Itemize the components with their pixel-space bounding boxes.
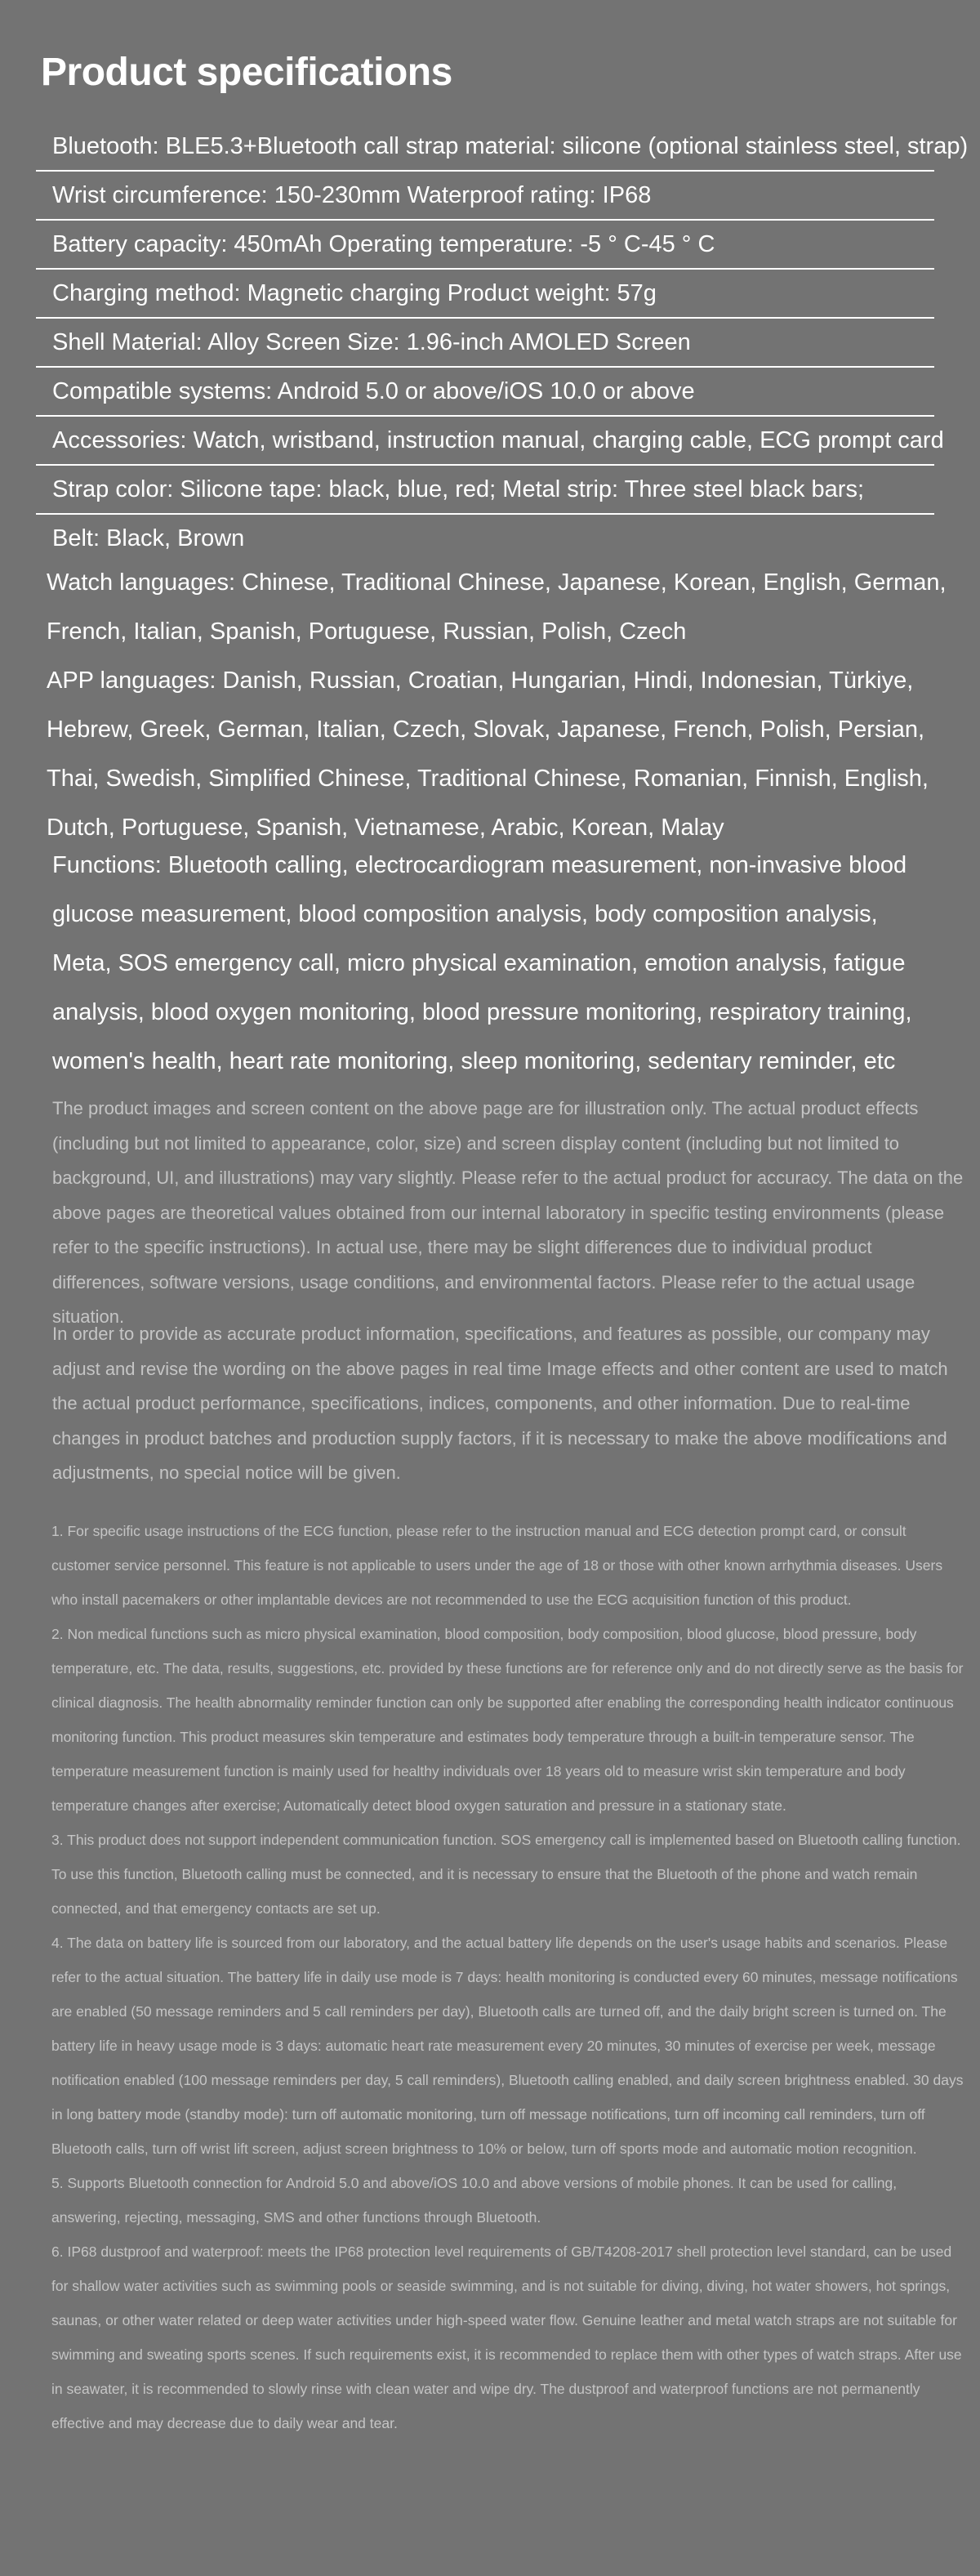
spec-row-charging: Charging method: Magnetic charging Product weight: 57g [36,270,934,319]
page-title: Product specifications [41,51,452,94]
footnote-ecg: 1. For specific usage instructions of the ECG function, please refer to the instruction manual and ECG detection prompt card, or consult customer service personnel. This feature is not applicable to users under the age of 18 or those with other known arrhythmia diseases. Users who install pacemakers or other implantable devices are not recommended to use the ECG acquisition function of this product. [51,1523,943,1608]
spec-row-belt: Belt: Black, Brown [52,525,245,551]
footnotes [51,1514,968,2440]
spec-row-shell-screen: Shell Material: Alloy Screen Size: 1.96-inch AMOLED Screen [36,319,934,368]
footnote-battery-life: 4. The data on battery life is sourced from our laboratory, and the actual battery life depends on the user's usage habits and scenarios. Please refer to the actual situation. The battery life in daily use mode is 7 days: health monitoring is conducted every 60 minutes, message notifications are enabled (50 message reminders and 5 call reminders per day), Bluetooth calls are turned off, and the daily bright screen is turned on. The battery life in heavy usage mode is 3 days: automatic heart rate measurement every 20 minutes, 30 minutes of exercise per week, message notification enabled (100 message reminders per day, 5 call reminders), Bluetooth calling enabled, and daily screen brightness enabled. 30 days in long battery mode (standby mode): turn off automatic monitoring, turn off message notifications, turn off incoming call reminders, turn off Bluetooth calls, turn off wrist lift screen, adjust screen brightness to 10% or below, turn off sports mode and automatic motion recognition. [51,1935,964,2157]
watch-languages: Watch languages: Chinese, Traditional Chinese, Japanese, Korean, English, German, French, Italian, Spanish, Portuguese, Russian, Polish, Czech [47,569,947,645]
footnote-sos: 3. This product does not support independent communication function. SOS emergency call is implemented based on Bluetooth calling function. To use this function, Bluetooth calling must be connected, and it is necessary to ensure that the Bluetooth of the phone and watch remain connected, and that emergency contacts are set up. [51,1832,961,1917]
functions-list: Functions: Bluetooth calling, electrocardiogram measurement, non-invasive blood glucose measurement, blood composition analysis, body composition analysis, Meta, SOS emergency call, micro physical examination, emotion analysis, fatigue analysis, blood oxygen monitoring, blood pressure monitoring, respiratory training, women's health, heart rate monitoring, sleep monitoring, sedentary reminder, etc [52,852,912,1074]
footnote-ip68: 6. IP68 dustproof and waterproof: meets the IP68 protection level requirements of GB/T4208-2017 shell protection level standard, can be used for shallow water activities such as swimming pools or seaside swimming, and is not suitable for diving, diving, hot water showers, hot springs, saunas, or other water related or deep water activities under high-speed water flow. Genuine leather and metal watch straps are not suitable for swimming and sweating sports scenes. If such requirements exist, it is recommended to replace them with other types of watch straps. After use in seawater, it is recommended to slowly rinse with clean water and wipe dry. The dustproof and waterproof functions are not permanently effective and may decrease due to daily wear and tear. [51,2243,962,2431]
spec-table [36,123,969,564]
spec-row-accessories: Accessories: Watch, wristband, instruction manual, charging cable, ECG prompt card [36,417,934,466]
disclaimer-adjustments: In order to provide as accurate product information, specifications, and features as possible, our company may adjust and revise the wording on the above pages in real time Image effects and other content are used to match the actual product performance, specifications, indices, components, and other information. Due to real-time changes in product batches and production supply factors, if it is necessary to make the above modifications and adjustments, no special notice will be given. [52,1324,948,1483]
spec-row-battery: Battery capacity: 450mAh Operating temperature: -5 ° C-45 ° C [36,221,934,270]
spec-row-strap-color: Strap color: Silicone tape: black, blue, red; Metal strip: Three steel black bars; [36,466,934,515]
spec-row-bluetooth: Bluetooth: BLE5.3+Bluetooth call strap material: silicone (optional stainless steel, strap) [36,123,934,172]
disclaimer-illustration: The product images and screen content on the above page are for illustration only. The actual product effects (including but not limited to appearance, color, size) and screen display content (including but not limited to background, UI, and illustrations) may vary slightly. Please refer to the actual product for accuracy. The data on the above pages are theoretical values obtained from our internal laboratory in specific testing environments (please refer to the specific instructions). In actual use, there may be slight differences due to individual product differences, software versions, usage conditions, and environmental factors. Please refer to the actual usage situation. [52,1098,964,1327]
footnote-non-medical: 2. Non medical functions such as micro physical examination, blood composition, body composition, blood glucose, blood pressure, body temperature, etc. The data, results, suggestions, etc. provided by these functions are for reference only and do not directly serve as the basis for clinical diagnosis. The health abnormality reminder function can only be supported after enabling the corresponding health indicator continuous monitoring function. This product measures skin temperature and estimates body temperature through a built-in temperature sensor. The temperature measurement function is mainly used for healthy individuals over 18 years old to measure wrist skin temperature and body temperature changes after exercise; Automatically detect blood oxygen saturation and pressure in a stationary state. [51,1626,964,1814]
spec-row-wrist-circumference: Wrist circumference: 150-230mm Waterproof rating: IP68 [36,172,934,221]
app-languages: APP languages: Danish, Russian, Croatian, Hungarian, Hindi, Indonesian, Türkiye, Hebrew, Greek, German, Italian, Czech, Slovak, Japanese, French, Polish, Persian, Thai, Swedish, Simplified Chinese, Traditional Chinese, Romanian, Finnish, English, Dutch, Portuguese, Spanish, Vietnamese, Arabic, Korean, Malay [47,667,929,841]
footnote-bluetooth: 5. Supports Bluetooth connection for Android 5.0 and above/iOS 10.0 and above versions of mobile phones. It can be used for calling, answering, rejecting, messaging, SMS and other functions through Bluetooth. [51,2175,898,2226]
spec-row-compatible-systems: Compatible systems: Android 5.0 or above/iOS 10.0 or above [36,368,934,417]
